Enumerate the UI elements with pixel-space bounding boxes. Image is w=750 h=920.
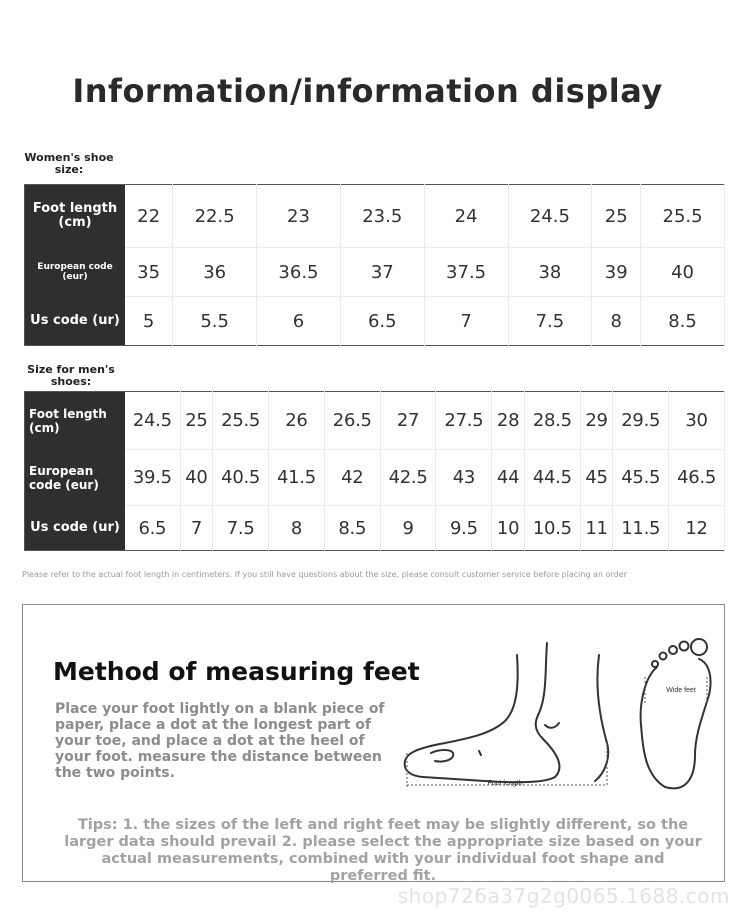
table-cell: 6 xyxy=(257,297,341,346)
sizing-tips: Tips: 1. the sizes of the left and right feet may be slightly different, so the larger data should prevail 2. please select the appropriate size based on your actual measurements, combined with your individual foot shape and preferred fit. xyxy=(64,817,702,884)
table-cell: 24 xyxy=(424,185,508,248)
table-cell: 38 xyxy=(508,248,592,297)
table-cell: 8 xyxy=(269,506,325,551)
measuring-panel xyxy=(22,604,725,882)
table-cell: 43 xyxy=(436,449,492,506)
table-cell: 44.5 xyxy=(524,449,580,506)
table-cell: 41.5 xyxy=(269,449,325,506)
table-cell: 27.5 xyxy=(436,392,492,450)
table-cell: 5 xyxy=(125,297,173,346)
table-cell: 25.5 xyxy=(641,185,725,248)
table-cell: 10 xyxy=(492,506,525,551)
page-title: Information/information display xyxy=(72,72,663,110)
table-cell: 7.5 xyxy=(213,506,269,551)
table-cell: 44 xyxy=(492,449,525,506)
table-cell: 46.5 xyxy=(669,449,725,506)
table-cell: 8.5 xyxy=(641,297,725,346)
table-cell: 12 xyxy=(669,506,725,551)
size-note: Please refer to the actual foot length in centimeters. If you still have questions about the size, please consult customer service before placing an order xyxy=(22,570,627,579)
men-size-label: Size for men's shoes: xyxy=(27,363,115,388)
table-cell: 29 xyxy=(580,392,613,450)
table-cell: 42 xyxy=(324,449,380,506)
table-cell: 11 xyxy=(580,506,613,551)
row-header-european-code: European code (eur) xyxy=(25,248,126,297)
table-cell: 24.5 xyxy=(125,392,180,450)
table-row xyxy=(25,248,725,297)
table-cell: 9 xyxy=(380,506,436,551)
table-cell: 37.5 xyxy=(424,248,508,297)
table-cell: 36.5 xyxy=(257,248,341,297)
table-cell: 23.5 xyxy=(340,185,424,248)
table-cell: 7 xyxy=(180,506,213,551)
feet-illustration xyxy=(395,625,715,805)
table-cell: 28.5 xyxy=(524,392,580,450)
table-cell: 24.5 xyxy=(508,185,592,248)
table-row xyxy=(25,449,725,506)
table-cell: 40 xyxy=(180,449,213,506)
method-description: Place your foot lightly on a blank piece of paper, place a dot at the longest part of your toe, and place a dot at the heel of your foot. measure the distance between the two points. xyxy=(55,701,385,781)
table-cell: 26.5 xyxy=(324,392,380,450)
table-cell: 9.5 xyxy=(436,506,492,551)
table-row xyxy=(25,392,725,450)
table-cell: 6.5 xyxy=(125,506,180,551)
table-cell: 11.5 xyxy=(613,506,669,551)
table-cell: 26 xyxy=(269,392,325,450)
row-header-foot-length: Foot length (cm) xyxy=(25,185,126,248)
table-cell: 23 xyxy=(257,185,341,248)
table-cell: 27 xyxy=(380,392,436,450)
table-cell: 37 xyxy=(340,248,424,297)
table-row xyxy=(25,297,725,346)
method-title: Method of measuring feet xyxy=(53,657,420,686)
table-cell: 28 xyxy=(492,392,525,450)
table-cell: 30 xyxy=(669,392,725,450)
side-foot-icon xyxy=(405,643,609,782)
table-cell: 22 xyxy=(125,185,173,248)
table-cell: 8.5 xyxy=(324,506,380,551)
table-cell: 36 xyxy=(173,248,257,297)
women-size-label: Women's shoe size: xyxy=(24,151,114,176)
table-cell: 8 xyxy=(592,297,641,346)
row-header-foot-length: Foot length (cm) xyxy=(25,392,126,450)
table-cell: 25 xyxy=(180,392,213,450)
table-cell: 7 xyxy=(424,297,508,346)
table-row xyxy=(25,506,725,551)
table-cell: 22.5 xyxy=(173,185,257,248)
table-cell: 39 xyxy=(592,248,641,297)
table-cell: 5.5 xyxy=(173,297,257,346)
table-cell: 45 xyxy=(580,449,613,506)
men-size-table xyxy=(24,391,725,551)
row-header-us-code: Us code (ur) xyxy=(25,506,126,551)
table-cell: 25.5 xyxy=(213,392,269,450)
sole-foot-icon xyxy=(641,639,711,788)
wide-feet-label: Wide feet xyxy=(666,687,696,694)
table-cell: 29.5 xyxy=(613,392,669,450)
row-header-european-code: European code (eur) xyxy=(25,449,126,506)
table-row xyxy=(25,185,725,248)
shop-watermark: shop726a37g2g0065.1688.com xyxy=(397,884,730,908)
table-cell: 10.5 xyxy=(524,506,580,551)
table-cell: 7.5 xyxy=(508,297,592,346)
table-cell: 25 xyxy=(592,185,641,248)
table-cell: 35 xyxy=(125,248,173,297)
women-size-table xyxy=(24,184,725,346)
table-cell: 6.5 xyxy=(340,297,424,346)
row-header-us-code: Us code (ur) xyxy=(25,297,126,346)
foot-length-label: Foot length xyxy=(487,780,523,787)
table-cell: 42.5 xyxy=(380,449,436,506)
table-cell: 40.5 xyxy=(213,449,269,506)
table-cell: 40 xyxy=(641,248,725,297)
table-cell: 45.5 xyxy=(613,449,669,506)
table-cell: 39.5 xyxy=(125,449,180,506)
